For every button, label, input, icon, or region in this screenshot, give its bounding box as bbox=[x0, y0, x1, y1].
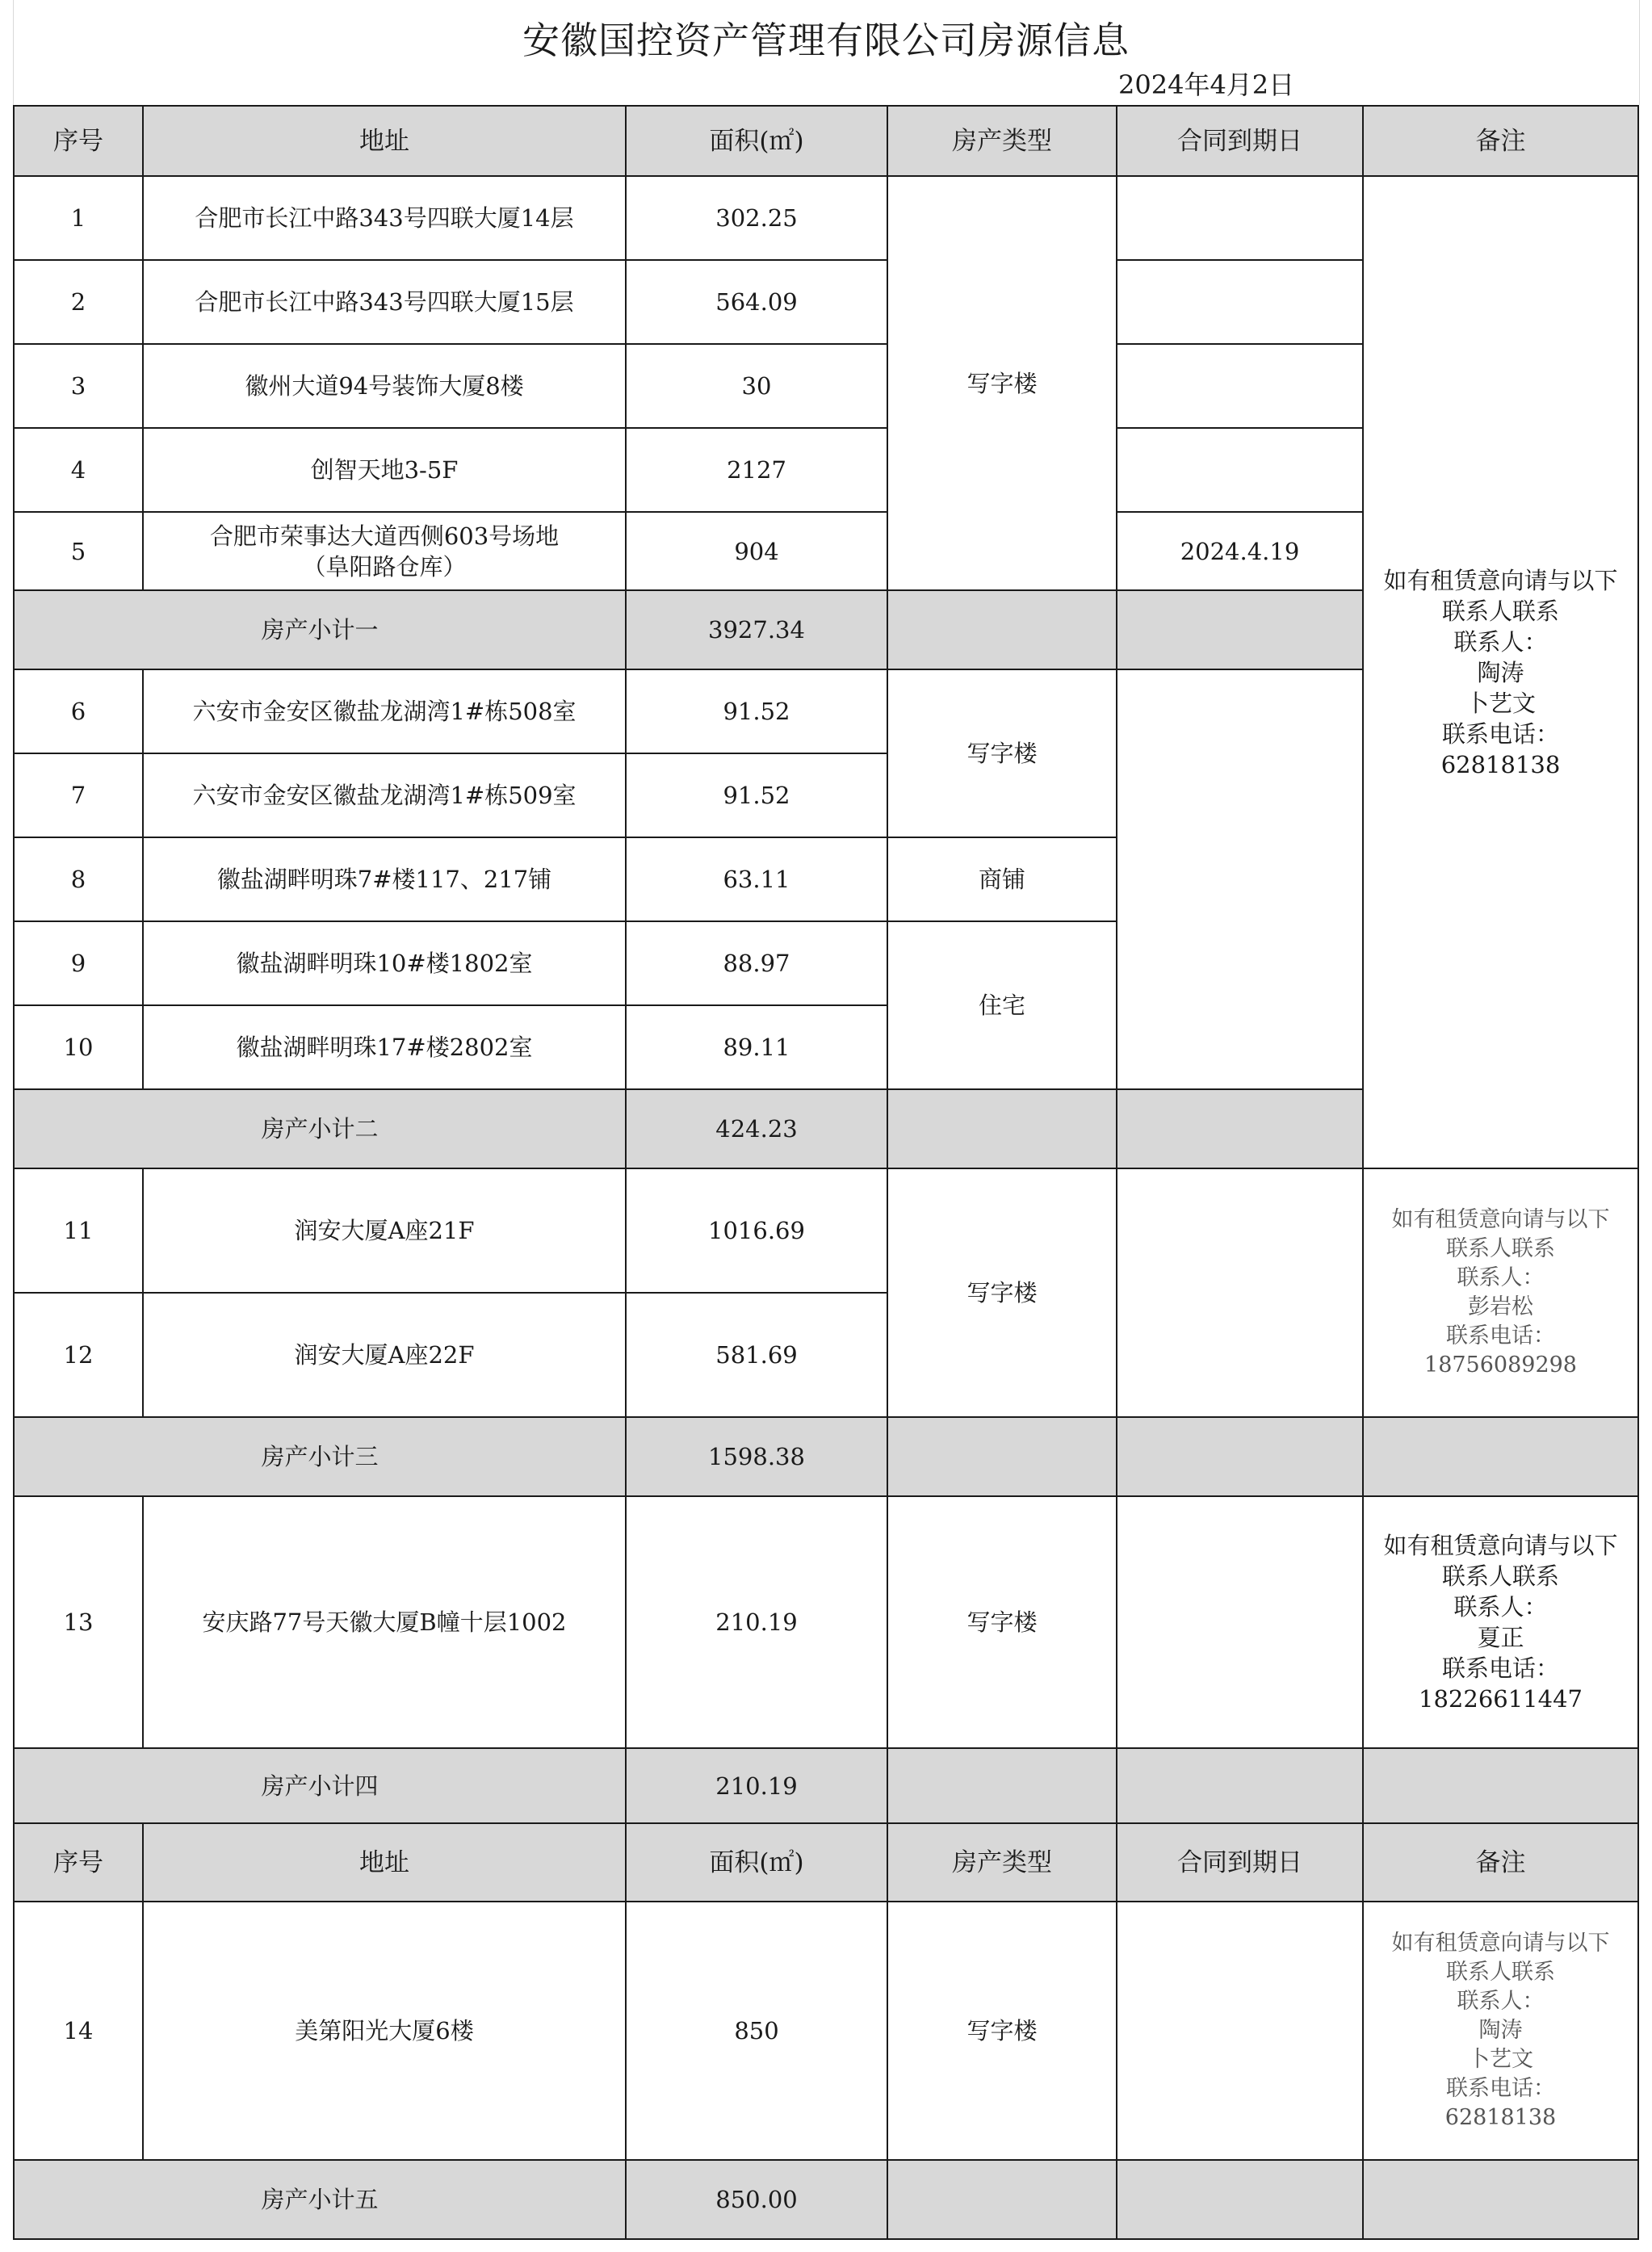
remark-line: 联系电话： bbox=[1441, 719, 1559, 748]
remark-line: 联系人： bbox=[1453, 1593, 1548, 1621]
table-row bbox=[14, 1496, 1638, 1748]
remark-line: 如有租赁意向请与以下 bbox=[1391, 1207, 1610, 1232]
expiry-cell bbox=[1117, 344, 1363, 428]
empty-cell bbox=[887, 1748, 1117, 1823]
header-cell: 面积(㎡) bbox=[626, 1823, 887, 1902]
expiry-cell bbox=[1117, 1902, 1363, 2160]
area-cell: 63.11 bbox=[626, 837, 887, 921]
area-cell: 210.19 bbox=[626, 1496, 887, 1748]
empty-cell bbox=[1117, 590, 1363, 669]
empty-cell bbox=[887, 1089, 1117, 1168]
remark-line: 联系电话： bbox=[1446, 1323, 1555, 1348]
header-cell: 合同到期日 bbox=[1117, 1823, 1363, 1902]
subtotal-label: 房产小计一 bbox=[14, 590, 626, 669]
type-cell: 住宅 bbox=[887, 921, 1117, 1089]
address-cell: 合肥市长江中路343号四联大厦14层 bbox=[143, 176, 626, 260]
subtotal-area: 1598.38 bbox=[626, 1417, 887, 1496]
remark-line: 联系人联系 bbox=[1446, 1960, 1555, 1985]
remark-line: 卜艺文 bbox=[1468, 2047, 1533, 2072]
remark-cell bbox=[1363, 1168, 1638, 1417]
table-header-repeat bbox=[14, 1823, 1638, 1902]
type-cell: 写字楼 bbox=[887, 1496, 1117, 1748]
remark-line: 联系人联系 bbox=[1441, 597, 1559, 625]
row-number: 12 bbox=[14, 1293, 143, 1417]
remark-line: 陶涛 bbox=[1478, 2018, 1523, 2043]
empty-cell bbox=[887, 1417, 1117, 1496]
row-number: 11 bbox=[14, 1168, 143, 1293]
area-cell: 564.09 bbox=[626, 260, 887, 344]
remark-line: 联系人： bbox=[1453, 627, 1548, 656]
address-cell bbox=[143, 512, 626, 590]
empty-cell bbox=[1117, 1089, 1363, 1168]
remark-line: 联系电话： bbox=[1441, 1654, 1559, 1682]
remark-line: 彭岩松 bbox=[1468, 1294, 1533, 1319]
remark-line: 卜艺文 bbox=[1465, 689, 1536, 717]
page-title: 安徽国控资产管理有限公司房源信息 bbox=[522, 19, 1130, 62]
subtotal-label: 房产小计五 bbox=[14, 2160, 626, 2239]
subtotal-row bbox=[14, 1748, 1638, 1823]
address-line: 合肥市荣事达大道西侧603号场地 bbox=[209, 522, 560, 550]
empty-cell bbox=[887, 2160, 1117, 2239]
subtotal-label: 房产小计二 bbox=[14, 1089, 626, 1168]
expiry-cell bbox=[1117, 260, 1363, 344]
type-cell: 商铺 bbox=[887, 837, 1117, 921]
expiry-cell bbox=[1117, 1168, 1363, 1417]
table-row bbox=[14, 176, 1638, 260]
header-cell: 合同到期日 bbox=[1117, 106, 1363, 176]
table-row bbox=[14, 1902, 1638, 2160]
subtotal-row bbox=[14, 2160, 1638, 2239]
expiry-cell: 2024.4.19 bbox=[1117, 512, 1363, 590]
remark-cell bbox=[1363, 1496, 1638, 1748]
report-date: 2024年4月2日 bbox=[1118, 69, 1295, 100]
table-row bbox=[14, 1168, 1638, 1293]
row-number: 5 bbox=[14, 512, 143, 590]
remark-line: 联系人： bbox=[1457, 1989, 1545, 2014]
row-number: 3 bbox=[14, 344, 143, 428]
address-cell: 六安市金安区徽盐龙湖湾1#栋509室 bbox=[143, 753, 626, 837]
header-cell: 备注 bbox=[1363, 106, 1638, 176]
remark-line: 62818138 bbox=[1444, 2105, 1557, 2130]
address-cell: 润安大厦A座21F bbox=[143, 1168, 626, 1293]
remark-line: 如有租赁意向请与以下 bbox=[1383, 1532, 1618, 1559]
subtotal-area: 424.23 bbox=[626, 1089, 887, 1168]
type-cell: 写字楼 bbox=[887, 176, 1117, 590]
header-cell: 序号 bbox=[14, 1823, 143, 1902]
header-cell: 备注 bbox=[1363, 1823, 1638, 1902]
expiry-cell bbox=[1117, 669, 1363, 1089]
address-cell: 创智天地3-5F bbox=[143, 428, 626, 512]
subtotal-area: 3927.34 bbox=[626, 590, 887, 669]
header-cell: 地址 bbox=[143, 106, 626, 176]
area-cell: 302.25 bbox=[626, 176, 887, 260]
expiry-cell bbox=[1117, 428, 1363, 512]
row-number: 7 bbox=[14, 753, 143, 837]
address-cell: 安庆路77号天徽大厦B幢十层1002 bbox=[143, 1496, 626, 1748]
subtotal-area: 850.00 bbox=[626, 2160, 887, 2239]
address-cell: 徽州大道94号装饰大厦8楼 bbox=[143, 344, 626, 428]
remark-line: 陶涛 bbox=[1477, 658, 1524, 686]
area-cell: 89.11 bbox=[626, 1005, 887, 1089]
remark-line: 夏正 bbox=[1477, 1624, 1524, 1651]
address-cell: 徽盐湖畔明珠17#楼2802室 bbox=[143, 1005, 626, 1089]
row-number: 13 bbox=[14, 1496, 143, 1748]
remark-line: 联系人联系 bbox=[1446, 1236, 1555, 1261]
remark-line: 18226611447 bbox=[1419, 1685, 1583, 1713]
subtotal-label: 房产小计三 bbox=[14, 1417, 626, 1496]
subtotal-area: 210.19 bbox=[626, 1748, 887, 1823]
header-cell: 房产类型 bbox=[887, 1823, 1117, 1902]
empty-cell bbox=[1363, 2160, 1638, 2239]
remark-cell bbox=[1363, 1902, 1638, 2160]
empty-cell bbox=[887, 590, 1117, 669]
empty-cell bbox=[1117, 1748, 1363, 1823]
property-table bbox=[13, 105, 1639, 2240]
address-cell: 合肥市长江中路343号四联大厦15层 bbox=[143, 260, 626, 344]
header-cell: 地址 bbox=[143, 1823, 626, 1902]
type-cell: 写字楼 bbox=[887, 1902, 1117, 2160]
row-number: 1 bbox=[14, 176, 143, 260]
type-cell: 写字楼 bbox=[887, 1168, 1117, 1417]
subtotal-row bbox=[14, 1417, 1638, 1496]
row-number: 6 bbox=[14, 669, 143, 753]
expiry-cell bbox=[1117, 1496, 1363, 1748]
remark-line: 18756089298 bbox=[1424, 1352, 1577, 1378]
header-cell: 序号 bbox=[14, 106, 143, 176]
remark-line: 联系人： bbox=[1457, 1265, 1545, 1290]
area-cell: 30 bbox=[626, 344, 887, 428]
area-cell: 91.52 bbox=[626, 669, 887, 753]
empty-cell bbox=[1363, 1417, 1638, 1496]
type-cell: 写字楼 bbox=[887, 669, 1117, 837]
row-number: 4 bbox=[14, 428, 143, 512]
header-cell: 面积(㎡) bbox=[626, 106, 887, 176]
empty-cell bbox=[1117, 2160, 1363, 2239]
remark-line: 联系人联系 bbox=[1441, 1562, 1559, 1590]
row-number: 8 bbox=[14, 837, 143, 921]
address-cell: 徽盐湖畔明珠7#楼117、217铺 bbox=[143, 837, 626, 921]
area-cell: 2127 bbox=[626, 428, 887, 512]
remark-cell bbox=[1363, 176, 1638, 1168]
table-header bbox=[14, 106, 1638, 176]
row-number: 9 bbox=[14, 921, 143, 1005]
header-cell: 房产类型 bbox=[887, 106, 1117, 176]
area-cell: 850 bbox=[626, 1902, 887, 2160]
empty-cell bbox=[1117, 1417, 1363, 1496]
address-cell: 徽盐湖畔明珠10#楼1802室 bbox=[143, 921, 626, 1005]
remark-line: 62818138 bbox=[1440, 750, 1561, 778]
address-cell: 美第阳光大厦6楼 bbox=[143, 1902, 626, 2160]
empty-cell bbox=[1363, 1748, 1638, 1823]
remark-line: 如有租赁意向请与以下 bbox=[1383, 566, 1618, 594]
address-line: （阜阳路仓库） bbox=[302, 552, 467, 581]
row-number: 10 bbox=[14, 1005, 143, 1089]
row-number: 2 bbox=[14, 260, 143, 344]
row-number: 14 bbox=[14, 1902, 143, 2160]
remark-line: 如有租赁意向请与以下 bbox=[1391, 1931, 1610, 1956]
subtotal-label: 房产小计四 bbox=[14, 1748, 626, 1823]
area-cell: 581.69 bbox=[626, 1293, 887, 1417]
address-cell: 润安大厦A座22F bbox=[143, 1293, 626, 1417]
remark-line: 联系电话： bbox=[1446, 2076, 1555, 2101]
expiry-cell bbox=[1117, 176, 1363, 260]
area-cell: 904 bbox=[626, 512, 887, 590]
address-cell: 六安市金安区徽盐龙湖湾1#栋508室 bbox=[143, 669, 626, 753]
area-cell: 88.97 bbox=[626, 921, 887, 1005]
area-cell: 1016.69 bbox=[626, 1168, 887, 1293]
area-cell: 91.52 bbox=[626, 753, 887, 837]
